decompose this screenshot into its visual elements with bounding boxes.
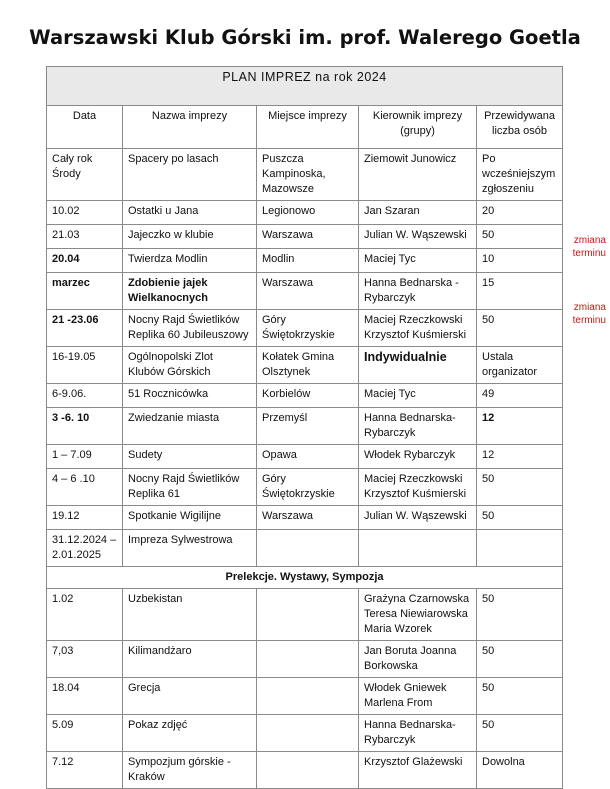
cell-place xyxy=(257,530,359,567)
cell-date: 7.12 xyxy=(47,752,123,789)
cell-count: Ustala organizator xyxy=(477,347,563,384)
cell-leader: Maciej Tyc xyxy=(359,249,477,273)
cell-leader: Indywidualnie xyxy=(359,347,477,384)
table-row xyxy=(47,310,563,347)
cell-leader xyxy=(359,530,477,567)
cell-place xyxy=(257,752,359,789)
cell-name: Kilimandżaro xyxy=(123,641,257,678)
cell-place xyxy=(257,715,359,752)
cell-place: Góry Świętokrzyskie xyxy=(257,469,359,506)
table-row xyxy=(47,445,563,469)
page-title: Warszawski Klub Górski im. prof. Walerego Goetla xyxy=(29,26,581,49)
table-row xyxy=(47,149,563,201)
cell-place: Opawa xyxy=(257,445,359,469)
cell-name: Ostatki u Jana xyxy=(123,201,257,225)
table-row xyxy=(47,641,563,678)
cell-count: 10 xyxy=(477,249,563,273)
cell-place: Przemyśl xyxy=(257,408,359,445)
table-row xyxy=(47,225,563,249)
header-count: Przewidywana liczba osób xyxy=(477,106,563,149)
cell-place xyxy=(257,589,359,641)
cell-place: Legionowo xyxy=(257,201,359,225)
cell-place: Góry Świętokrzyskie xyxy=(257,310,359,347)
cell-count: 50 xyxy=(477,310,563,347)
cell-date: Cały rok Środy xyxy=(47,149,123,201)
cell-count: 50 xyxy=(477,715,563,752)
cell-place: Warszawa xyxy=(257,273,359,310)
table-row xyxy=(47,715,563,752)
header-leader: Kierownik imprezy (grupy) xyxy=(359,106,477,149)
cell-count: 50 xyxy=(477,225,563,249)
cell-name: Grecja xyxy=(123,678,257,715)
cell-count: 12 xyxy=(477,408,563,445)
cell-leader: Maciej Rzeczkowski Krzysztof Kuśmierski xyxy=(359,469,477,506)
table-row xyxy=(47,469,563,506)
cell-place: Kołatek Gmina Olsztynek xyxy=(257,347,359,384)
cell-leader: Hanna Bednarska- Rybarczyk xyxy=(359,408,477,445)
events-table xyxy=(46,66,563,789)
cell-name: Pokaz zdjęć xyxy=(123,715,257,752)
cell-place: Puszcza Kampinoska, Mazowsze xyxy=(257,149,359,201)
cell-name: Nocny Rajd Świetlików Replika 60 Jubileuszowy xyxy=(123,310,257,347)
cell-count: 12 xyxy=(477,445,563,469)
cell-count: 50 xyxy=(477,506,563,530)
cell-place xyxy=(257,641,359,678)
cell-place: Warszawa xyxy=(257,506,359,530)
change-note: zmiana terminu xyxy=(572,235,606,259)
cell-count: 20 xyxy=(477,201,563,225)
cell-leader: Ziemowit Junowicz xyxy=(359,149,477,201)
cell-date: 6-9.06. xyxy=(47,384,123,408)
table-row xyxy=(47,530,563,567)
cell-count: 15 xyxy=(477,273,563,310)
cell-leader: Włodek Rybarczyk xyxy=(359,445,477,469)
section-title: Prelekcje. Wystawy, Sympozja xyxy=(47,567,563,589)
cell-date: 4 – 6 .10 xyxy=(47,469,123,506)
table-row xyxy=(47,589,563,641)
cell-leader: Krzysztof Glażewski xyxy=(359,752,477,789)
cell-count: 50 xyxy=(477,641,563,678)
cell-date: 10.02 xyxy=(47,201,123,225)
table-header xyxy=(47,106,563,149)
table-row xyxy=(47,752,563,789)
cell-date: marzec xyxy=(47,273,123,310)
cell-date: 31.12.2024 – 2.01.2025 xyxy=(47,530,123,567)
cell-name: Uzbekistan xyxy=(123,589,257,641)
table-row xyxy=(47,201,563,225)
cell-place: Warszawa xyxy=(257,225,359,249)
cell-date: 19.12 xyxy=(47,506,123,530)
cell-count: 50 xyxy=(477,589,563,641)
cell-place: Korbielów xyxy=(257,384,359,408)
cell-leader: Julian W. Wąszewski xyxy=(359,506,477,530)
header-name: Nazwa imprezy xyxy=(123,106,257,149)
table-row xyxy=(47,678,563,715)
cell-name: Nocny Rajd Świetlików Replika 61 xyxy=(123,469,257,506)
cell-count: 49 xyxy=(477,384,563,408)
cell-name: Zwiedzanie miasta xyxy=(123,408,257,445)
cell-count: Dowolna xyxy=(477,752,563,789)
cell-count: Po wcześniejszym zgłoszeniu xyxy=(477,149,563,201)
table-row xyxy=(47,384,563,408)
cell-date: 5.09 xyxy=(47,715,123,752)
cell-date: 1.02 xyxy=(47,589,123,641)
cell-leader: Maciej Rzeczkowski Krzysztof Kuśmierski xyxy=(359,310,477,347)
cell-name: Spacery po lasach xyxy=(123,149,257,201)
cell-date: 16-19.05 xyxy=(47,347,123,384)
change-note: zmiana terminu xyxy=(572,302,606,326)
cell-place: Modlin xyxy=(257,249,359,273)
cell-leader: Włodek Gniewek Marlena From xyxy=(359,678,477,715)
cell-date: 20.04 xyxy=(47,249,123,273)
cell-name: Zdobienie jajek Wielkanocnych xyxy=(123,273,257,310)
cell-place xyxy=(257,678,359,715)
cell-leader: Jan Szaran xyxy=(359,201,477,225)
cell-name: Ogólnopolski Zlot Klubów Górskich xyxy=(123,347,257,384)
cell-date: 18.04 xyxy=(47,678,123,715)
cell-date: 1 – 7.09 xyxy=(47,445,123,469)
table-row xyxy=(47,506,563,530)
cell-name: Impreza Sylwestrowa xyxy=(123,530,257,567)
cell-name: 51 Rocznicówka xyxy=(123,384,257,408)
header-date: Data xyxy=(47,106,123,149)
table-row xyxy=(47,273,563,310)
table-row xyxy=(47,249,563,273)
cell-count: 50 xyxy=(477,469,563,506)
cell-leader: Hanna Bednarska - Rybarczyk xyxy=(359,273,477,310)
cell-count: 50 xyxy=(477,678,563,715)
plan-title: PLAN IMPREZ na rok 2024 xyxy=(47,67,563,106)
cell-date: 7,03 xyxy=(47,641,123,678)
cell-leader: Jan Boruta Joanna Borkowska xyxy=(359,641,477,678)
cell-name: Sudety xyxy=(123,445,257,469)
cell-leader: Hanna Bednarska- Rybarczyk xyxy=(359,715,477,752)
cell-leader: Julian W. Wąszewski xyxy=(359,225,477,249)
cell-name: Sympozjum górskie - Kraków xyxy=(123,752,257,789)
cell-date: 21 -23.06 xyxy=(47,310,123,347)
cell-leader: Maciej Tyc xyxy=(359,384,477,408)
cell-name: Spotkanie Wigilijne xyxy=(123,506,257,530)
cell-name: Jajeczko w klubie xyxy=(123,225,257,249)
cell-date: 3 -6. 10 xyxy=(47,408,123,445)
header-place: Miejsce imprezy xyxy=(257,106,359,149)
cell-date: 21.03 xyxy=(47,225,123,249)
cell-leader: Grażyna Czarnowska Teresa Niewiarowska Maria Wzorek xyxy=(359,589,477,641)
table-row xyxy=(47,347,563,384)
cell-count xyxy=(477,530,563,567)
table-row xyxy=(47,408,563,445)
cell-name: Twierdza Modlin xyxy=(123,249,257,273)
